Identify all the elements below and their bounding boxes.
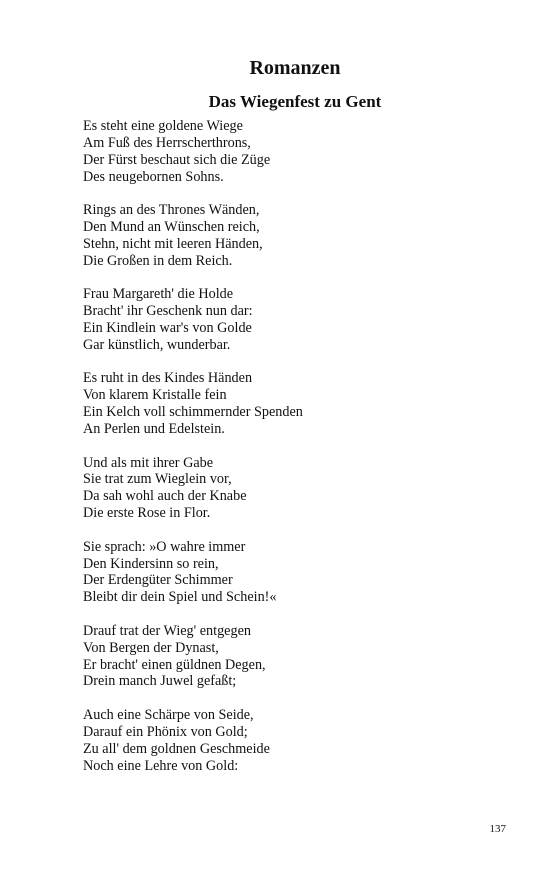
poem-line: Es ruht in des Kindes Händen — [83, 370, 253, 387]
poem-line: Die Großen in dem Reich. — [83, 252, 233, 269]
poem-line: Rings an des Thrones Wänden, — [83, 202, 260, 219]
poem-line: Drauf trat der Wieg' entgegen — [83, 622, 251, 639]
stanza — [83, 286, 503, 354]
poem-line: Sie sprach: »O wahre immer — [83, 538, 246, 555]
poem-line: Sie trat zum Wieglein vor, — [83, 471, 232, 488]
poem-line: Er bracht' einen güldnen Degen, — [83, 656, 266, 673]
page-title: Romanzen — [249, 57, 341, 79]
page-number: 137 — [489, 823, 506, 835]
stanza — [83, 370, 503, 438]
poem-line: Und als mit ihrer Gabe — [83, 454, 214, 471]
poem-line: Von klarem Kristalle fein — [83, 387, 227, 404]
poem-line: Drein manch Juwel gefaßt; — [83, 673, 237, 690]
stanza — [83, 118, 503, 186]
poem-line: An Perlen und Edelstein. — [83, 421, 225, 438]
poem-line: Der Erdengüter Schimmer — [83, 572, 233, 589]
poem-line: Gar künstlich, wunderbar. — [83, 336, 231, 353]
poem-body — [83, 118, 503, 791]
poem-line: Der Fürst beschaut sich die Züge — [83, 151, 271, 168]
poem-line: Den Kindersinn so rein, — [83, 555, 219, 572]
stanza — [83, 202, 503, 270]
poem-line: Noch eine Lehre von Gold: — [83, 757, 239, 774]
poem-line: Ein Kelch voll schimmernder Spenden — [83, 404, 303, 421]
poem-line: Da sah wohl auch der Knabe — [83, 488, 247, 505]
poem-line: Darauf ein Phönix von Gold; — [83, 723, 248, 740]
poem-line: Bracht' ihr Geschenk nun dar: — [83, 303, 253, 320]
stanza — [83, 623, 503, 691]
stanza — [83, 455, 503, 523]
stanza — [83, 707, 503, 775]
poem-line: Am Fuß des Herrscherthrons, — [83, 134, 251, 151]
stanza — [83, 539, 503, 607]
poem-line: Es steht eine goldene Wiege — [83, 118, 243, 134]
poem-line: Von Bergen der Dynast, — [83, 639, 219, 656]
poem-title: Das Wiegenfest zu Gent — [208, 92, 382, 111]
poem-line: Des neugebornen Sohns. — [83, 168, 224, 185]
poem-line: Die erste Rose in Flor. — [83, 505, 211, 522]
poem-line: Auch eine Schärpe von Seide, — [83, 706, 254, 723]
poem-line: Ein Kindlein war's von Golde — [83, 320, 252, 337]
poem-line: Stehn, nicht mit leeren Händen, — [83, 235, 263, 252]
poem-line: Den Mund an Wünschen reich, — [83, 219, 260, 236]
poem-line: Zu all' dem goldnen Geschmeide — [83, 740, 270, 757]
poem-line: Frau Margareth' die Holde — [83, 286, 234, 303]
poem-line: Bleibt dir dein Spiel und Schein!« — [83, 589, 277, 606]
